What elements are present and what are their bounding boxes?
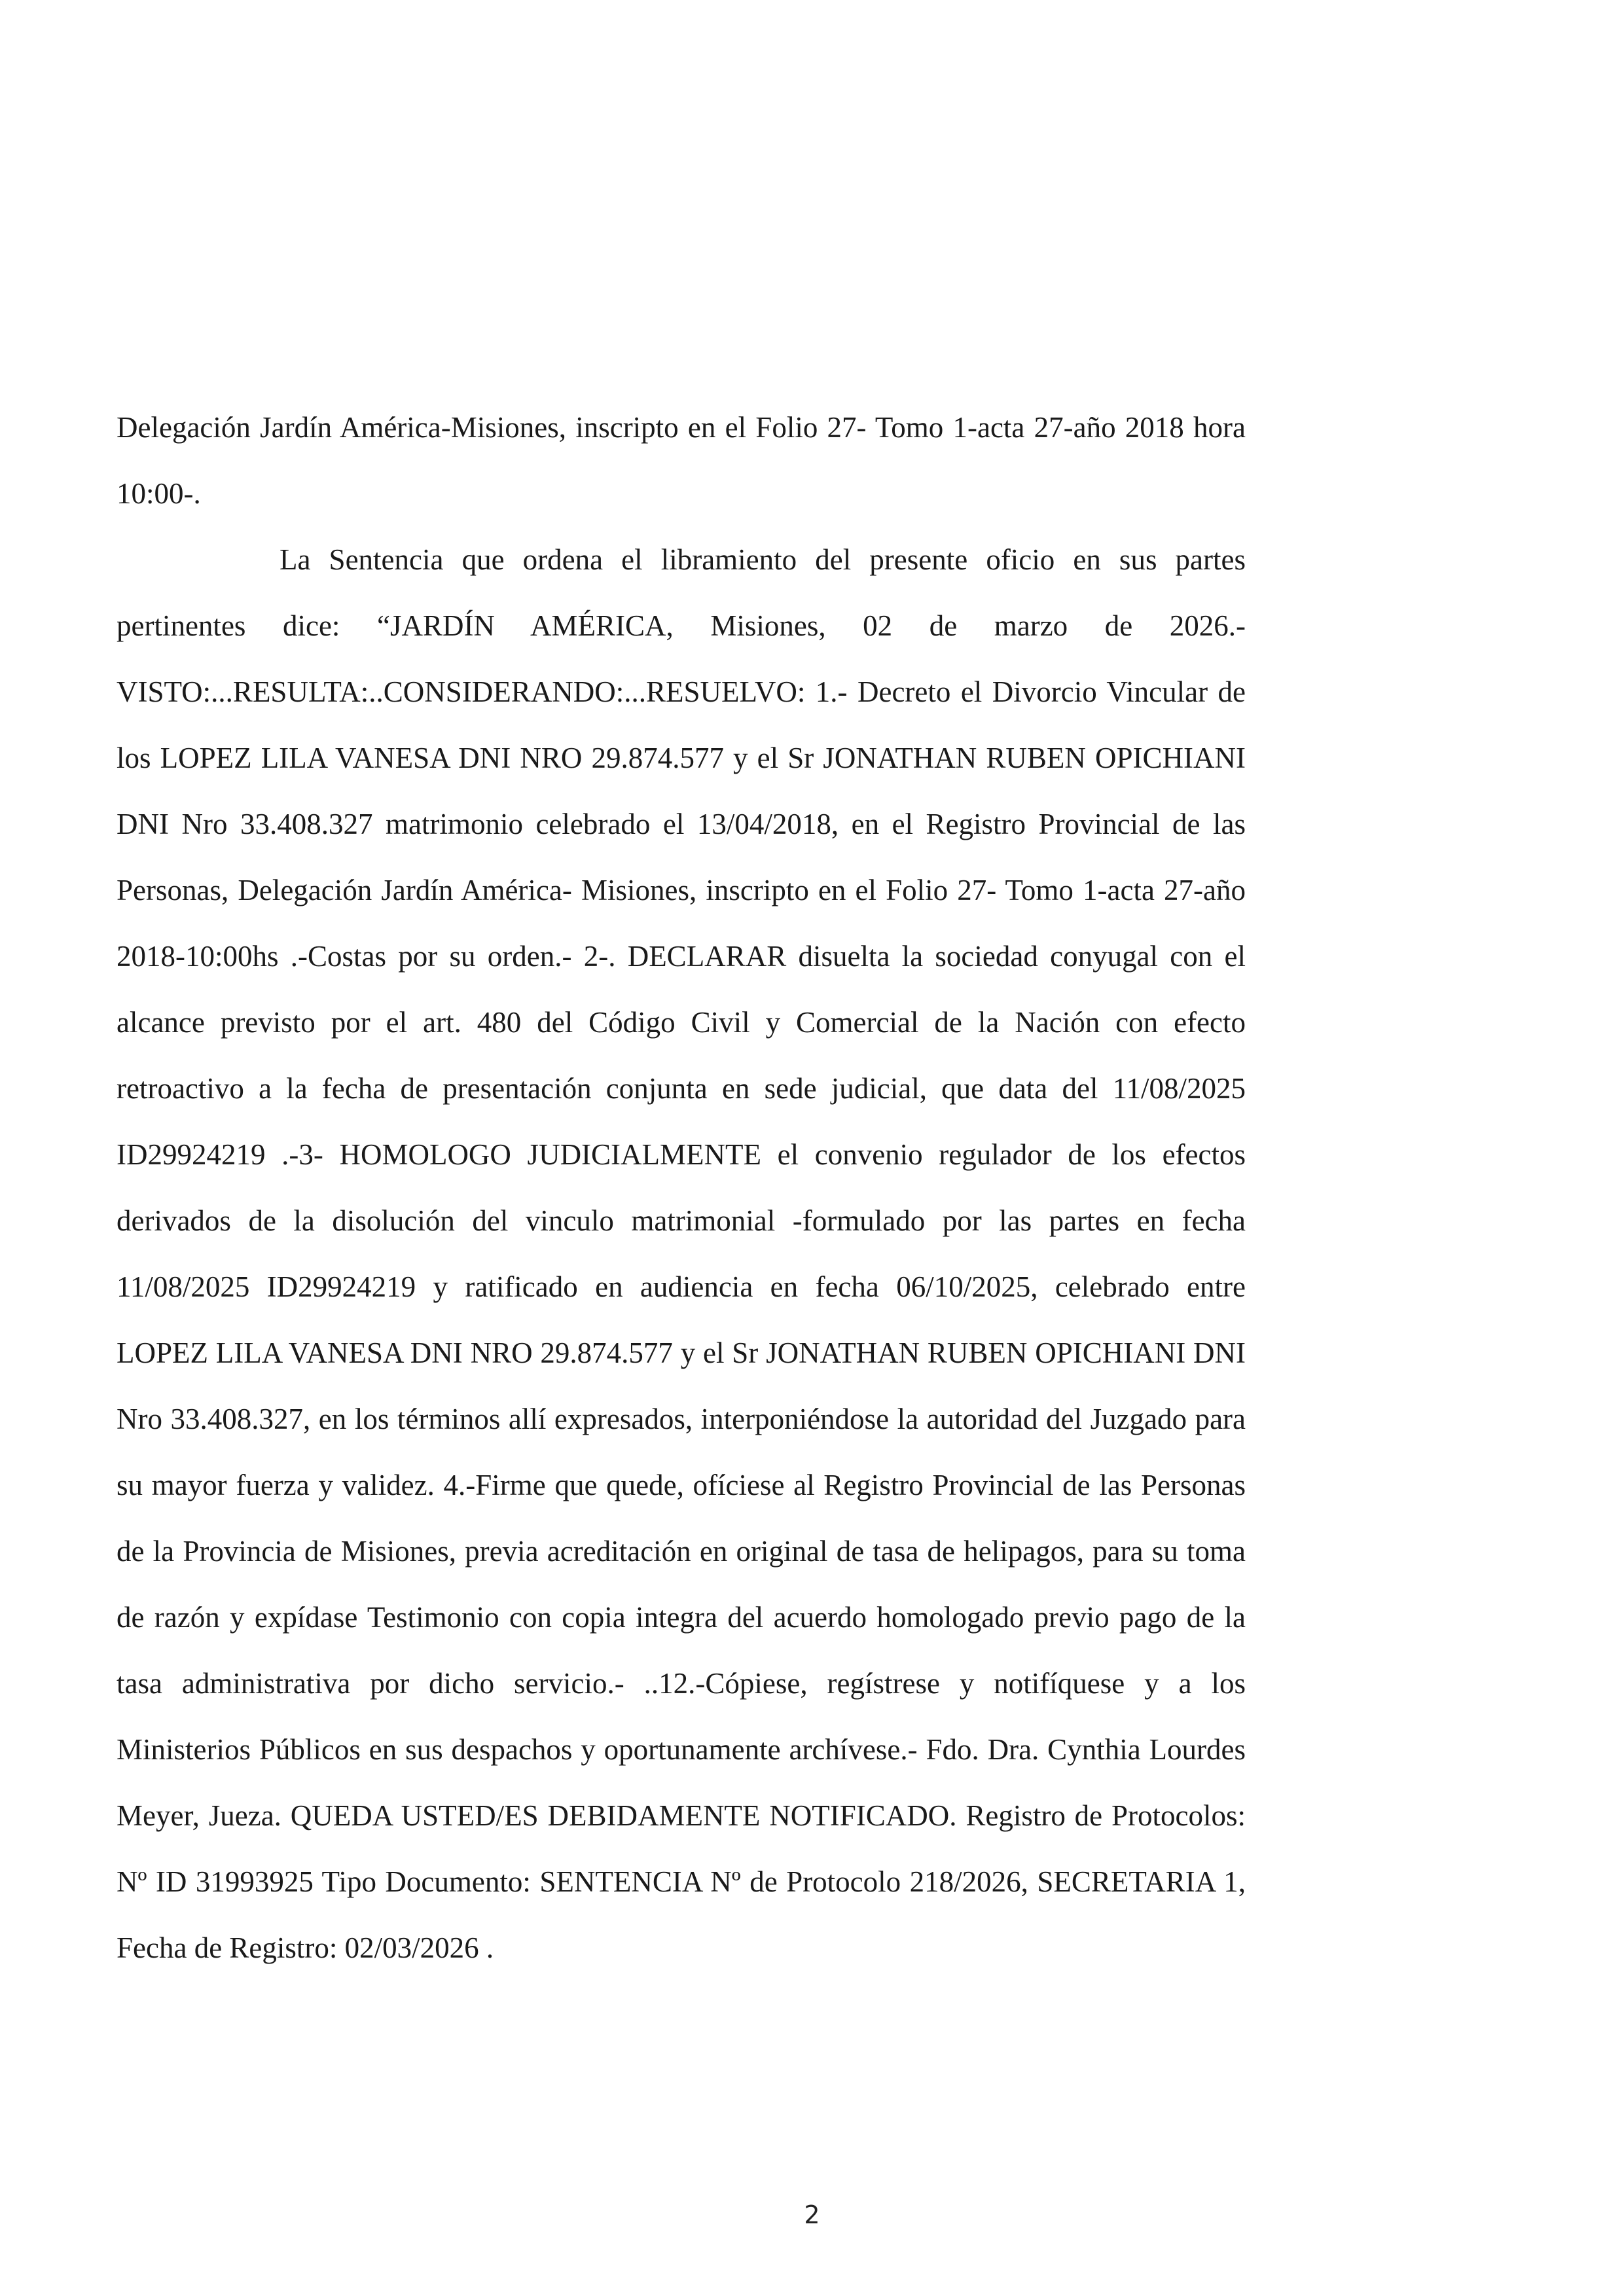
document-body: [117, 395, 1246, 1981]
paragraph-registry-continuation: Delegación Jardín América-Misiones, inscripto en el Folio 27- Tomo 1-acta 27-año 2018 hora 10:00-.: [117, 411, 1246, 510]
page-number: 2: [804, 2200, 820, 2229]
paragraph-sentence-transcript: La Sentencia que ordena el libramiento del presente oficio en sus partes pertinentes dice: “JARDÍN AMÉRICA, Misiones, 02 de marzo de 2026.- VISTO:...RESULTA:..CONSIDERANDO:...RESUELVO: 1.- Decreto el Divorcio Vincular de los LOPEZ LILA VANESA DNI NRO 29.874.577 y el Sr JONATHAN RUBEN OPICHIANI DNI Nro 33.408.327 matrimonio celebrado el 13/04/2018, en el Registro Provincial de las Personas, Delegación Jardín América- Misiones, inscripto en el Folio 27- Tomo 1-acta 27-año 2018-10:00hs .-Costas por su orden.- 2-. DECLARAR disuelta la sociedad conyugal con el alcance previsto por el art. 480 del Código Civil y Comercial de la Nación con efecto retroactivo a la fecha de presentación conjunta en sede judicial, que data del 11/08/2025 ID29924219 .-3- HOMOLOGO JUDICIALMENTE el convenio regulador de los efectos derivados de la disolución del vinculo matrimonial -formulado por las partes en fecha 11/08/2025 ID29924219 y ratificado en audiencia en fecha 06/10/2025, celebrado entre LOPEZ LILA VANESA DNI NRO 29.874.577 y el Sr JONATHAN RUBEN OPICHIANI DNI Nro 33.408.327, en los términos allí expresados, interponiéndose la autoridad del Juzgado para su mayor fuerza y validez. 4.-Firme que quede, ofíciese al Registro Provincial de las Personas de la Provincia de Misiones, previa acreditación en original de tasa de helipagos, para su toma de razón y expídase Testimonio con copia integra del acuerdo homologado previo pago de la tasa administrativa por dicho servicio.- ..12.-Cópiese, regístrese y notifíquese y a los Ministerios Públicos en sus despachos y oportunamente archívese.- Fdo. Dra. Cynthia Lourdes Meyer, Jueza. QUEDA USTED/ES DEBIDAMENTE NOTIFICADO. Registro de Protocolos: Nº ID 31993925 Tipo Documento: SENTENCIA Nº de Protocolo 218/2026, SECRETARIA 1, Fecha de Registro: 02/03/2026 .: [117, 543, 1246, 1964]
